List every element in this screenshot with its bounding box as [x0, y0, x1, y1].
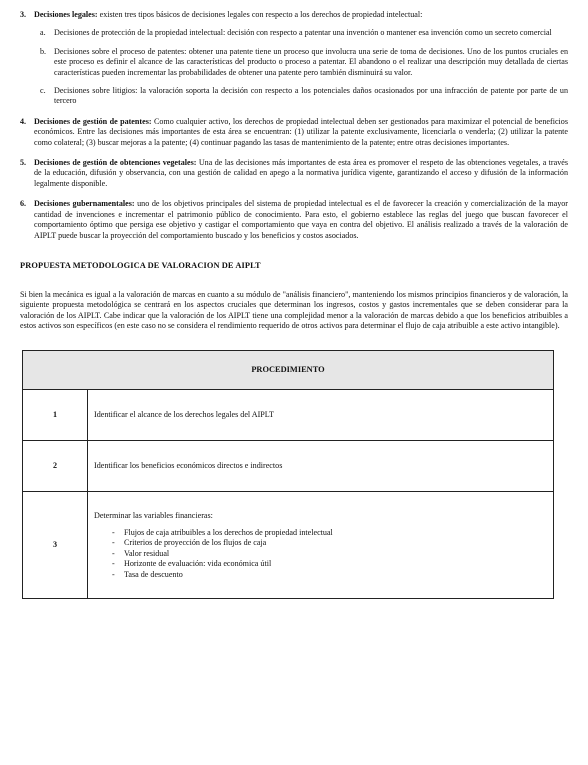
sub-item-text: Decisiones de protección de la propiedad intelectual: decisión con respecto a patentar una invención o mantener esa invención como un secreto comercial	[54, 28, 552, 38]
item-number: 3.	[20, 10, 27, 19]
list-item-6	[20, 199, 568, 241]
step-cell	[88, 491, 554, 598]
sub-item-text: Decisiones sobre el proceso de patentes: obtener una patente tiene un proceso que involucra una serie de toma de decisiones. Uno de los puntos cruciales en este proceso es definir el alcance de las características del producto o proceso a patentar. El abandono o el realizar una descripción muy detallada de ciertas características pueden incrementar las probabilidades de obtener una patente pero también disminuirá su valor.	[54, 46, 568, 77]
item-body	[34, 158, 568, 189]
list-item-5	[20, 158, 568, 189]
sub-item-c	[40, 86, 568, 107]
item-body	[34, 10, 568, 107]
item-number: 5.	[20, 158, 27, 168]
section-heading: PROPUESTA METODOLOGICA DE VALORACION DE AIPLT	[20, 260, 261, 270]
step-description: Determinar las variables financieras:	[94, 511, 213, 521]
table-row	[23, 491, 554, 598]
sub-item-b	[40, 47, 568, 78]
variables-list	[112, 528, 552, 580]
item-text: Como cualquier activo, los derechos de propiedad intelectual deben ser gestionados para maximizar el potencial de beneficios económicos. Entre las decisiones más importantes de esta área se encuentran: (1) utilizar la patente exclusivamente, licenciarla o venderla; (2) utilizar la patente como colateral; (3) buscar mejoras a la patente; (4) continuar pagando las tasas de mantenimiento de la patente; entre otras decisiones importantes.	[34, 116, 569, 147]
step-number: 3	[23, 491, 88, 598]
list-item: - Valor residual	[112, 549, 552, 559]
table-row	[23, 440, 554, 491]
intro-paragraph: Si bien la mecánica es igual a la valoración de marcas en cuanto a su módulo de "análisis financiero", manteniendo los mismos principios financieros y de valoración, la siguiente propuesta metodológica se centrará en los aspectos cruciales que determinan los ingresos, costos y gastos incrementales que se deben considerar para la valoración de los AIPLT. Cabe indicar que la valoración de los AIPLT tiene una complejidad menor a la valoración de marcas debido a que los beneficios atribuibles a estos activos son específicos (en este caso no se considera el rendimiento requerido de otros activos para determinar el flujo de caja atribuible a este activo intangible).	[20, 289, 568, 331]
procedure-table	[22, 350, 554, 599]
sub-item-letter: b.	[40, 46, 47, 56]
sub-item-text: Decisiones sobre litigios: la valoración soporta la decisión con respecto a los potenciales daños ocasionados por una infracción de patente por parte de un tercero	[54, 86, 568, 106]
item-number: 6.	[20, 199, 27, 209]
list-item: - Flujos de caja atribuibles a los derechos de propiedad intelectual	[112, 528, 552, 538]
item-lead: Decisiones de gestión de patentes:	[34, 116, 152, 126]
item-text: existen tres tipos básicos de decisiones legales con respecto a los derechos de propiedad intelectual:	[97, 10, 423, 19]
list-item-4	[20, 117, 568, 148]
decision-list	[20, 10, 568, 241]
sub-item-letter: a.	[40, 28, 46, 38]
list-item: - Tasa de descuento	[112, 570, 552, 580]
sub-item-letter: c.	[40, 86, 46, 96]
item-text: uno de los objetivos principales del sistema de propiedad intelectual es el de favorecer la creación y comercialización de la mayor cantidad de invenciones e incrementar el patrimonio público de conocimiento. Para esto, el gobierno establece las reglas del juego que buscan favorecer el comportamiento óptimo que persiga ese objetivo y castigar el comportamiento que vaya en contra del objetivo. El análisis realizado a través de la valoración de AIPLT puede buscar la proyección del comportamiento buscado y los beneficios y costos asociados.	[34, 199, 568, 240]
step-description: Identificar los beneficios económicos directos e indirectos	[88, 440, 554, 491]
table-row	[23, 389, 554, 440]
step-description: Identificar el alcance de los derechos legales del AIPLT	[88, 389, 554, 440]
list-item-3	[20, 10, 568, 107]
item-lead: Decisiones gubernamentales:	[34, 199, 135, 209]
item-lead: Decisiones de gestión de obtenciones vegetales:	[34, 158, 197, 168]
list-item: - Criterios de proyección de los flujos de caja	[112, 538, 552, 548]
table-header: PROCEDIMIENTO	[23, 350, 554, 389]
item-body	[34, 199, 568, 241]
list-item: - Horizonte de evaluación: vida económica útil	[112, 559, 552, 569]
item-body	[34, 117, 568, 148]
step-number: 1	[23, 389, 88, 440]
sub-item-a	[40, 28, 568, 38]
item-number: 4.	[20, 116, 27, 126]
item-text: Una de las decisiones más importantes de esta área es promover el respeto de las obtenciones vegetales, a través de la educación, difusión y observancia, con una gestión de calidad en apego a la normativa jurídica vigente, garantizando el acceso y difusión de la información legalmente disponible.	[34, 158, 569, 188]
step-number: 2	[23, 440, 88, 491]
item-lead: Decisiones legales:	[34, 10, 98, 19]
